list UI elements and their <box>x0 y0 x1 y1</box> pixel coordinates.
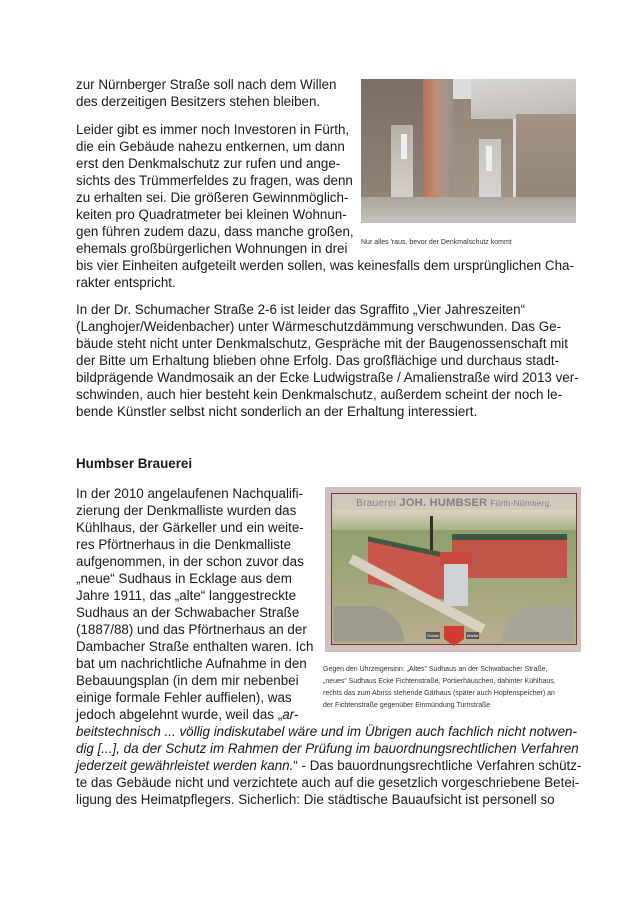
text-line <box>76 740 579 757</box>
text-line: gen führen zudem dazu, dass manche großen, <box>76 224 354 239</box>
photo-window <box>486 146 492 171</box>
text-line: bis vier Einheiten aufgeteilt werden sollen, was keinesfalls dem ursprünglichen Cha- <box>76 258 574 273</box>
section-heading: Humbser Brauerei <box>76 456 193 471</box>
text-line: zierung der Denkmalliste wurden das <box>76 503 297 518</box>
quote-italic: beitstechnisch ... völlig indiskutabel wäre und im Übrigen auch fachlich nicht notwen- <box>76 724 577 739</box>
text-line <box>76 723 577 740</box>
text-line: Kühlhaus, der Gärkeller und ein weite- <box>76 520 304 535</box>
text-line: „neue“ Sudhaus in Ecklage aus dem <box>76 571 292 586</box>
text-line: ligung des Heimatpflegers. Sicherlich: Die städtische Bauaufsicht ist personell so <box>76 792 555 807</box>
text-line: zu erhalten sei. Die größeren Gewinnmöglich- <box>76 190 349 205</box>
postcard-sky <box>332 510 576 530</box>
text-line: bat um nachrichtliche Aufnahme in den <box>76 656 307 671</box>
interior-photo <box>361 79 576 223</box>
text-line: zur Nürnberger Straße soll nach dem Willen <box>76 77 337 92</box>
text-line: keiten pro Quadratmeter bei kleinen Wohnun- <box>76 207 347 222</box>
photo-caption: Nur alles 'raus, bevor der Denkmalschutz kommt <box>361 239 512 246</box>
text-line: schwinden, auch hier besteht kein Denkmalschutz, außerdem scheint der noch le- <box>76 387 563 402</box>
text-line: In der Dr. Schumacher Straße 2-6 ist leider das Sgraffito „Vier Jahreszeiten“ <box>76 302 526 317</box>
text-plain: jedoch abgelehnt wurde, weil das „ <box>76 707 283 722</box>
photo-floor <box>361 197 576 223</box>
brewery-postcard <box>325 487 581 652</box>
text-line: rakter entspricht. <box>76 275 176 290</box>
postcard-title <box>332 497 576 509</box>
text-line: aufgenommen, in der schon zuvor das <box>76 554 304 569</box>
text-line: (Langhojer/Weidenbacher) unter Wärmeschutzdämmung verschwunden. Das Ge- <box>76 319 562 334</box>
text-line: te das Gebäude nicht und verzichtete auch auf die gesetzlich vorgeschriebene Betei- <box>76 775 580 790</box>
trademark-label-left: Schutz <box>427 633 440 638</box>
caption-line: der Fichtenstraße gegenüber Einmündung Turnstraße <box>323 702 491 709</box>
postcard-tower <box>444 564 468 606</box>
photo-window <box>401 134 407 159</box>
text-line: res Pförtnerhaus in die Denkmalliste <box>76 537 292 552</box>
text-line: die ein Gebäude nahezu entkernen, um dann <box>76 139 345 154</box>
text-line <box>76 757 581 774</box>
text-line: erst den Denkmalschutz zur rufen und ange- <box>76 156 341 171</box>
quote-italic: ar- <box>282 707 299 722</box>
text-line: ehemals großbürgerlichen Wohnungen in drei <box>76 241 348 256</box>
text-line <box>76 706 298 723</box>
text-line: Dambacher Straße enthalten waren. Ich <box>76 639 314 654</box>
text-line: einige formale Fehler auffielen), was <box>76 690 292 705</box>
text-line: bildprägende Wandmosaik an der Ecke Ludwigstraße / Amalienstraße wird 2013 ver- <box>76 370 579 385</box>
postcard-title-right: Fürth-Nürnberg. <box>490 499 552 508</box>
caption-line: rechts das zum Abriss stehende Gärhaus (später auch Hopfenspeicher) an <box>323 690 555 697</box>
caption-line: Gegen den Uhrzeigersinn: „Altes“ Sudhaus an der Schwabacher Straße, <box>323 666 548 673</box>
photo-ceiling <box>471 79 576 119</box>
text-line: sichts des Trümmerfeldes zu fragen, was denn <box>76 173 353 188</box>
caption-line: „neues“ Sudhaus Ecke Fichtenstraße, Portierhäuschen, dahinter Kühlhaus, <box>323 678 556 685</box>
text-plain: “ - Das bauordnungsrechtliche Verfahren schütz- <box>293 758 582 773</box>
text-line: In der 2010 angelaufenen Nachqualifi- <box>76 486 304 501</box>
quote-italic: jederzeit gewährleistet werden kann. <box>76 758 294 773</box>
postcard-frame <box>331 493 577 645</box>
text-line: der Bitte um Erhaltung blieben ohne Erfolg. Das großflächige und durchaus stadt- <box>76 353 560 368</box>
text-line: bende Künstler selbst nicht sonderlich an der Erhaltung interessiert. <box>76 404 478 419</box>
text-line: bäude steht nicht unter Denkmalschutz, Gespräche mit der Baugenossenschaft mit <box>76 336 568 351</box>
text-line: Leider gibt es immer noch Investoren in Fürth, <box>76 122 350 137</box>
trademark-label-right: Marke <box>467 633 479 638</box>
text-line: des derzeitigen Besitzers stehen bleiben. <box>76 94 321 109</box>
postcard-title-brand: JOH. HUMBSER <box>399 497 488 509</box>
text-line: Bebauungsplan (in dem mir nebenbei <box>76 673 299 688</box>
text-line: (1887/88) und das Pförtnerhaus an der <box>76 622 307 637</box>
postcard-title-left: Brauerei <box>356 498 397 509</box>
text-line: Sudhaus an der Schwabacher Straße <box>76 605 300 620</box>
quote-italic: dig [...], da der Schutz im Rahmen der Prüfung im bauordnungsrechtlichen Verfahren <box>76 741 579 756</box>
text-line: Jahre 1911, das „alte“ langgestreckte <box>76 588 297 603</box>
